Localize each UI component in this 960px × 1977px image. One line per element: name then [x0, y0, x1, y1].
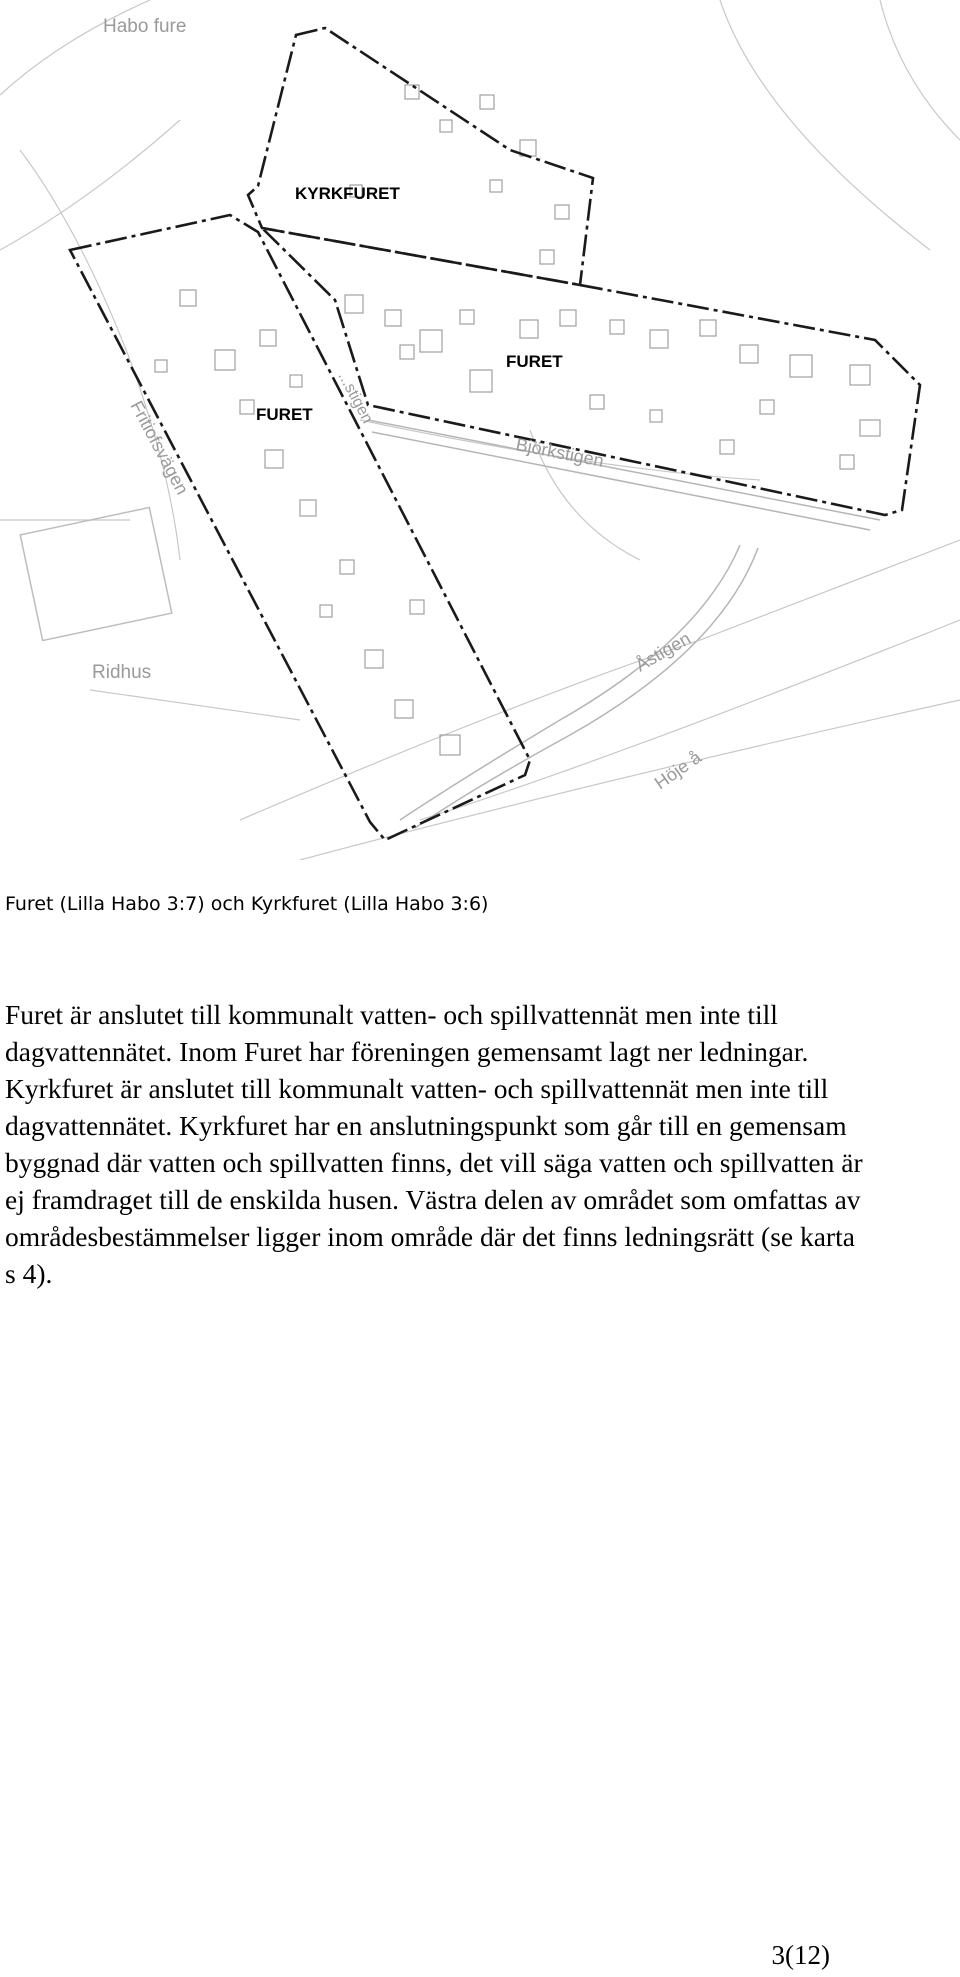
map-label-kyrkfuret: KYRKFURET [295, 184, 400, 203]
furet-east-boundary [262, 228, 920, 515]
map-label-fritiofsvagen: Fritiofsvägen [126, 397, 193, 498]
kyrkfuret-boundary [248, 28, 593, 285]
parcel-boundaries [70, 28, 920, 840]
map-label-road-north: ...stigen [334, 368, 376, 427]
map-label-furet-east: FURET [506, 352, 563, 371]
ridhus-building [20, 507, 172, 640]
body-paragraph: Furet är anslutet till kommunalt vatten- och spillvattennät men inte till dagvattennätet. Inom Furet har föreningen gemensamt lagt ner ledningar. Kyrkfuret är anslutet till kommunalt vatten- och spillvattennät men inte till dagvattennätet. Kyrkfuret har en anslutningspunkt som går till en gemensam byggnad där vatten och spillvatten finns, det vill säga vatten och spillvatten är ej framdraget till de enskilda husen. Västra delen av området som omfattas av områdesbestämmelser ligger inom område där det finns ledningsrätt (se karta s 4). [5, 999, 863, 1289]
map-label-astigen: Åstigen [632, 628, 695, 676]
map-caption: Furet (Lilla Habo 3:7) och Kyrkfuret (Lilla Habo 3:6) [5, 893, 489, 915]
furet-west-boundary [70, 215, 530, 840]
roads [368, 420, 880, 828]
map-label-hoje-a: Höje å [650, 747, 705, 794]
map-label-habo-fure: Habo fure [103, 16, 187, 37]
map-label-ridhus: Ridhus [92, 662, 152, 683]
map-label-furet-west: FURET [256, 405, 313, 424]
site-map [0, 0, 960, 860]
page-number: 3(12) [771, 1940, 830, 1970]
map-label-bjorkstigen: Björkstigen [514, 434, 606, 471]
